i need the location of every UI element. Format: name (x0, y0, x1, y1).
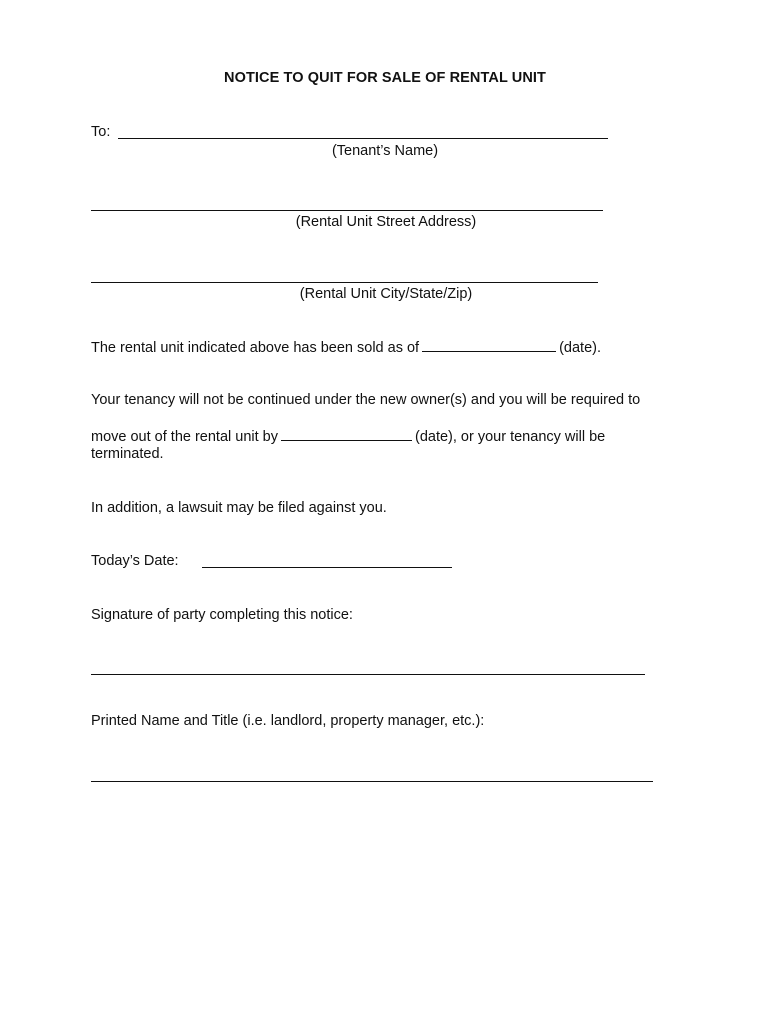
tenancy-line-1: Your tenancy will not be continued under the new owner(s) and you will be required to (91, 392, 641, 408)
signature-field[interactable] (91, 674, 645, 675)
to-label: To: (91, 124, 111, 140)
city-state-zip-caption: (Rental Unit City/State/Zip) (299, 286, 473, 302)
moveout-line-2: terminated. (91, 446, 164, 462)
tenant-name-caption: (Tenant’s Name) (331, 143, 439, 159)
todays-date-label: Today’s Date: (91, 553, 179, 569)
tenant-name-field[interactable] (118, 138, 608, 139)
moveout-date-field[interactable] (281, 428, 412, 441)
document-title: NOTICE TO QUIT FOR SALE OF RENTAL UNIT (224, 70, 546, 86)
moveout-text-before: move out of the rental unit by (91, 429, 278, 445)
sold-date-text-before: The rental unit indicated above has been sold as of (91, 340, 420, 356)
todays-date-field[interactable] (202, 567, 452, 568)
moveout-text-after: (date), or your tenancy will be (415, 429, 606, 445)
city-state-zip-field[interactable] (91, 282, 598, 283)
signature-label: Signature of party completing this notice: (91, 607, 353, 623)
moveout-sentence (91, 428, 605, 445)
printed-name-field[interactable] (91, 781, 653, 782)
sold-date-sentence (91, 339, 601, 356)
sold-date-field[interactable] (422, 339, 556, 352)
lawsuit-text: In addition, a lawsuit may be filed against you. (91, 500, 387, 516)
printed-name-label: Printed Name and Title (i.e. landlord, property manager, etc.): (91, 713, 485, 729)
street-address-caption: (Rental Unit Street Address) (295, 214, 477, 230)
street-address-field[interactable] (91, 210, 603, 211)
sold-date-text-after: (date). (559, 340, 602, 356)
